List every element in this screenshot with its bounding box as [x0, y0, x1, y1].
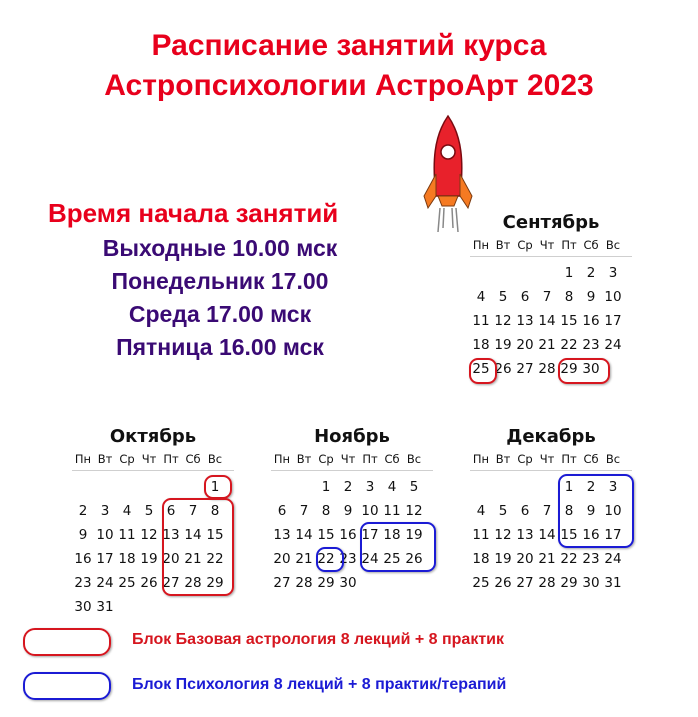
- time-wednesday: Среда 17.00 мск: [128, 301, 312, 327]
- day-cell: 7: [542, 289, 552, 305]
- day-cell: 19: [405, 527, 423, 543]
- day-cell: 25: [472, 361, 490, 377]
- day-cell: 1: [564, 265, 574, 281]
- day-cell: 3: [365, 479, 375, 495]
- day-cell: 17: [604, 527, 622, 543]
- day-cell: 9: [78, 527, 88, 543]
- day-cell: 18: [383, 527, 401, 543]
- day-cell: 5: [498, 503, 508, 519]
- day-cell: 9: [586, 503, 596, 519]
- day-cell: 1: [210, 479, 220, 495]
- calendar-september: [470, 212, 632, 381]
- page-title-line1: Расписание занятий курса: [151, 29, 547, 62]
- day-cell: 16: [582, 527, 600, 543]
- page-title-line2: Астропсихологии АстроАрт 2023: [104, 69, 594, 102]
- day-cell: 20: [516, 551, 534, 567]
- day-cell: 20: [516, 337, 534, 353]
- day-cell: 16: [74, 551, 92, 567]
- month-name: Сентябрь: [502, 212, 600, 233]
- red-block-sep-25: [469, 358, 497, 384]
- rocket-icon: [418, 112, 478, 242]
- day-cell: 30: [582, 361, 600, 377]
- day-cell: 13: [516, 527, 534, 543]
- weekday-label: Вс: [605, 238, 621, 252]
- day-cell: 29: [560, 361, 578, 377]
- day-empty: [293, 475, 315, 499]
- red-block-oct-6-29: [162, 498, 234, 596]
- day-cell: 19: [140, 551, 158, 567]
- day-cell: 2: [586, 265, 596, 281]
- day-cell: 14: [538, 527, 556, 543]
- legend-blue-label: Блок Психология 8 лекций + 8 практик/терапий: [132, 676, 507, 693]
- day-cell: 25: [118, 575, 136, 591]
- month-name: Октябрь: [109, 426, 197, 447]
- day-cell: 17: [604, 313, 622, 329]
- day-cell: 27: [162, 575, 180, 591]
- day-empty: [271, 475, 293, 499]
- day-cell: 6: [520, 503, 530, 519]
- legend-red-swatch: [23, 628, 111, 656]
- weekday-label: Чт: [539, 238, 555, 252]
- day-cell: 29: [560, 575, 578, 591]
- day-cell: 28: [538, 575, 556, 591]
- day-cell: 30: [74, 599, 92, 615]
- day-empty: [514, 475, 536, 499]
- day-cell: 21: [538, 551, 556, 567]
- day-cell: 13: [516, 313, 534, 329]
- day-cell: 19: [494, 337, 512, 353]
- day-cell: 29: [206, 575, 224, 591]
- day-cell: 19: [494, 551, 512, 567]
- day-empty: [470, 261, 492, 285]
- day-cell: 6: [277, 503, 287, 519]
- weekday-label: Вс: [605, 452, 621, 466]
- weekday-label: Чт: [539, 452, 555, 466]
- day-cell: 7: [542, 503, 552, 519]
- day-cell: 31: [96, 599, 114, 615]
- day-cell: 26: [405, 551, 423, 567]
- legend-red-label: Блок Базовая астрология 8 лекций + 8 практик: [132, 631, 505, 648]
- weekday-label: Ср: [119, 452, 135, 466]
- red-block-oct-1: [204, 475, 232, 499]
- blue-block-nov-17-26: [360, 522, 436, 572]
- weekday-label: Пт: [561, 238, 577, 252]
- day-cell: 15: [317, 527, 335, 543]
- weekday-label: Чт: [340, 452, 356, 466]
- day-empty: [536, 261, 558, 285]
- day-cell: 25: [383, 551, 401, 567]
- day-cell: 1: [564, 479, 574, 495]
- month-name: Декабрь: [506, 426, 596, 447]
- day-cell: 8: [210, 503, 220, 519]
- day-cell: 4: [476, 503, 486, 519]
- day-cell: 24: [361, 551, 379, 567]
- day-empty: [160, 475, 182, 499]
- weekday-label: Вт: [296, 452, 312, 466]
- day-cell: 31: [604, 575, 622, 591]
- day-cell: 12: [405, 503, 423, 519]
- day-cell: 1: [321, 479, 331, 495]
- day-cell: 12: [494, 527, 512, 543]
- weekday-label: Вт: [495, 238, 511, 252]
- day-cell: 10: [96, 527, 114, 543]
- day-cell: 8: [564, 503, 574, 519]
- day-cell: 11: [383, 503, 401, 519]
- day-cell: 18: [472, 337, 490, 353]
- day-cell: 24: [96, 575, 114, 591]
- day-cell: 4: [476, 289, 486, 305]
- day-empty: [470, 475, 492, 499]
- day-cell: 12: [140, 527, 158, 543]
- day-cell: 8: [564, 289, 574, 305]
- day-empty: [492, 475, 514, 499]
- day-cell: 28: [295, 575, 313, 591]
- day-cell: 27: [516, 361, 534, 377]
- day-empty: [514, 261, 536, 285]
- weekday-label: Сб: [583, 238, 599, 252]
- day-cell: 24: [604, 551, 622, 567]
- weekday-label: Ср: [517, 452, 533, 466]
- day-cell: 5: [144, 503, 154, 519]
- day-cell: 9: [343, 503, 353, 519]
- day-cell: 14: [538, 313, 556, 329]
- day-cell: 12: [494, 313, 512, 329]
- weekday-label: Чт: [141, 452, 157, 466]
- weekday-label: Пт: [561, 452, 577, 466]
- day-cell: 23: [339, 551, 357, 567]
- weekday-label: Сб: [185, 452, 201, 466]
- day-cell: 2: [343, 479, 353, 495]
- day-cell: 21: [295, 551, 313, 567]
- day-cell: 16: [339, 527, 357, 543]
- weekday-header: [72, 448, 234, 471]
- day-cell: 11: [472, 527, 490, 543]
- day-cell: 21: [184, 551, 202, 567]
- day-cell: 22: [206, 551, 224, 567]
- day-cell: 10: [361, 503, 379, 519]
- day-empty: [536, 475, 558, 499]
- day-cell: 13: [273, 527, 291, 543]
- day-empty: [72, 475, 94, 499]
- day-cell: 8: [321, 503, 331, 519]
- day-cell: 18: [472, 551, 490, 567]
- day-cell: 30: [339, 575, 357, 591]
- day-cell: 27: [273, 575, 291, 591]
- day-cell: 23: [74, 575, 92, 591]
- blue-block-nov-22: [316, 547, 344, 572]
- day-cell: 17: [96, 551, 114, 567]
- day-cell: 22: [317, 551, 335, 567]
- day-cell: 13: [162, 527, 180, 543]
- day-cell: 5: [409, 479, 419, 495]
- day-cell: 11: [472, 313, 490, 329]
- day-cell: 17: [361, 527, 379, 543]
- day-cell: 18: [118, 551, 136, 567]
- day-cell: 20: [273, 551, 291, 567]
- day-cell: 6: [520, 289, 530, 305]
- weekday-label: Вс: [406, 452, 422, 466]
- weekday-label: Сб: [583, 452, 599, 466]
- weekday-header: [271, 448, 433, 471]
- weekday-label: Вт: [97, 452, 113, 466]
- day-empty: [182, 475, 204, 499]
- day-cell: 27: [516, 575, 534, 591]
- day-cell: 26: [494, 361, 512, 377]
- day-cell: 15: [206, 527, 224, 543]
- day-cell: 24: [604, 337, 622, 353]
- day-cell: 3: [100, 503, 110, 519]
- day-cell: 4: [122, 503, 132, 519]
- weekday-label: Пн: [472, 452, 490, 466]
- day-cell: 10: [604, 503, 622, 519]
- day-cell: 4: [387, 479, 397, 495]
- day-cell: 30: [582, 575, 600, 591]
- month-name: Ноябрь: [314, 426, 390, 447]
- day-empty: [94, 475, 116, 499]
- day-cell: 14: [184, 527, 202, 543]
- day-cell: 7: [188, 503, 198, 519]
- day-cell: 2: [78, 503, 88, 519]
- day-cell: 21: [538, 337, 556, 353]
- day-empty: [116, 475, 138, 499]
- day-cell: 28: [184, 575, 202, 591]
- day-cell: 20: [162, 551, 180, 567]
- weekday-label: Ср: [517, 238, 533, 252]
- weekday-label: Вс: [207, 452, 223, 466]
- time-friday: Пятница 16.00 мск: [116, 334, 324, 360]
- day-cell: 9: [586, 289, 596, 305]
- day-cell: 28: [538, 361, 556, 377]
- day-cell: 11: [118, 527, 136, 543]
- day-cell: 26: [140, 575, 158, 591]
- day-cell: 6: [166, 503, 176, 519]
- day-cell: 23: [582, 551, 600, 567]
- time-heading: Время начала занятий: [48, 198, 339, 228]
- day-empty: [492, 261, 514, 285]
- weekday-label: Сб: [384, 452, 400, 466]
- weekday-header: [470, 448, 632, 471]
- day-cell: 26: [494, 575, 512, 591]
- day-cell: 22: [560, 551, 578, 567]
- red-block-sep-29-30: [558, 358, 610, 384]
- day-cell: 29: [317, 575, 335, 591]
- day-cell: 3: [608, 479, 618, 495]
- time-weekend: Выходные 10.00 мск: [102, 235, 338, 261]
- day-cell: 23: [582, 337, 600, 353]
- day-cell: 25: [472, 575, 490, 591]
- weekday-label: Пн: [74, 452, 92, 466]
- blue-block-dec-1-17: [558, 474, 634, 548]
- legend-blue-swatch: [23, 672, 111, 700]
- weekday-label: Пт: [163, 452, 179, 466]
- day-cell: 2: [586, 479, 596, 495]
- day-cell: 3: [608, 265, 618, 281]
- weekday-header: [470, 234, 632, 257]
- time-monday: Понедельник 17.00: [111, 268, 329, 294]
- day-cell: 10: [604, 289, 622, 305]
- day-cell: 5: [498, 289, 508, 305]
- day-cell: 22: [560, 337, 578, 353]
- day-cell: 15: [560, 527, 578, 543]
- weekday-label: Пн: [472, 238, 490, 252]
- weekday-label: Ср: [318, 452, 334, 466]
- day-cell: 14: [295, 527, 313, 543]
- day-cell: 7: [299, 503, 309, 519]
- weekday-label: Вт: [495, 452, 511, 466]
- day-cell: 16: [582, 313, 600, 329]
- weekday-label: Пт: [362, 452, 378, 466]
- day-empty: [138, 475, 160, 499]
- weekday-label: Пн: [273, 452, 291, 466]
- day-cell: 15: [560, 313, 578, 329]
